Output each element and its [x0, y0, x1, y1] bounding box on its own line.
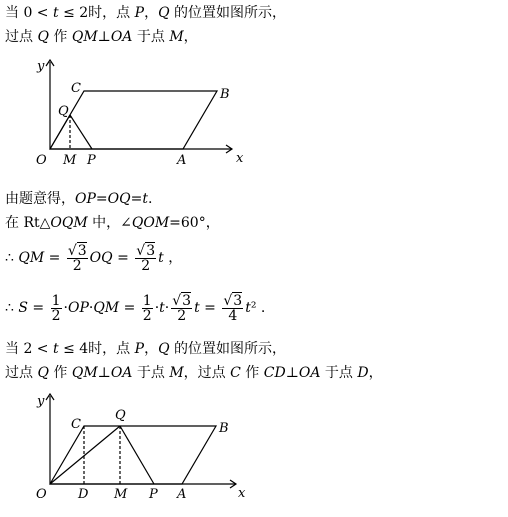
fraction-sqrt3-over-2: $\frac{√3}{2}$ — [172, 292, 192, 324]
fig2-label-D: D — [78, 487, 89, 502]
fig1-label-P: P — [87, 153, 96, 168]
fig1-segment-OQ — [50, 115, 70, 149]
fig1-label-y: y — [37, 59, 45, 74]
fig1-label-C: C — [71, 81, 81, 96]
fig2-x-arrow — [230, 480, 236, 488]
fig2-label-y: y — [37, 394, 45, 409]
fig2-label-B: B — [219, 421, 229, 436]
fig1-label-x: x — [236, 151, 244, 166]
fraction-sqrt3-over-2: $\frac{√3}{2}$ — [67, 242, 87, 274]
fig1-label-A: A — [177, 153, 187, 168]
fraction-sqrt3-over-2: $\frac{√3}{2}$ — [136, 242, 156, 274]
fig2-label-C: C — [71, 417, 81, 432]
fig2-segment-OQ — [50, 426, 120, 484]
text-line-5: ∴ QM = $\frac{√3}{2}$ OQ = $\frac{√3}{2}$ t ， — [5, 242, 183, 274]
fig1-label-Q: Q — [58, 104, 69, 119]
fig1-label-B: B — [220, 87, 230, 102]
text-line-4: 在 Rt△OQM 中，∠QOM=60°， — [5, 215, 220, 231]
fig2-label-A: A — [177, 487, 187, 502]
fig2-label-M: M — [114, 487, 128, 502]
text-line-6: ∴ S = $\frac{1}{2}$ ·OP·QM = $\frac{1}{2}$ ·t· $\frac{√3}{2}$ t = $\frac{√3}{4}$ t² . — [5, 292, 266, 324]
text-line-3: 由题意得，OP=OQ=t. — [5, 191, 153, 207]
fig1-label-O: O — [36, 153, 47, 168]
fig2-parallelogram — [50, 426, 216, 484]
fig2-label-x: x — [238, 486, 246, 501]
text-line-8: 过点 Q 作 QM⊥OA 于点 M，过点 C 作 CD⊥OA 于点 D， — [5, 365, 383, 381]
fig1-label-M: M — [63, 153, 77, 168]
fraction-1-over-2: $\frac{1}{2}$ — [51, 292, 61, 324]
text-line-1: 当 0 < t ≤ 2时，点 P，Q 的位置如图所示， — [5, 5, 286, 21]
fig1-y-arrow — [46, 60, 54, 66]
fraction-sqrt3-over-4: $\frac{√3}{4}$ — [223, 292, 243, 324]
fig2-y-arrow — [46, 394, 54, 400]
fig2-label-Q: Q — [115, 408, 126, 423]
fig2-segment-QP — [120, 426, 154, 484]
fig1-x-arrow — [226, 145, 232, 153]
fraction-1-over-2: $\frac{1}{2}$ — [142, 292, 152, 324]
text-line-7: 当 2 < t ≤ 4时，点 P，Q 的位置如图所示， — [5, 341, 286, 357]
fig1-parallelogram — [50, 91, 217, 149]
fig2-label-P: P — [149, 487, 158, 502]
fig1-segment-QP — [70, 115, 92, 149]
text-line-2: 过点 Q 作 QM⊥OA 于点 M， — [5, 29, 198, 45]
fig2-label-O: O — [36, 487, 47, 502]
